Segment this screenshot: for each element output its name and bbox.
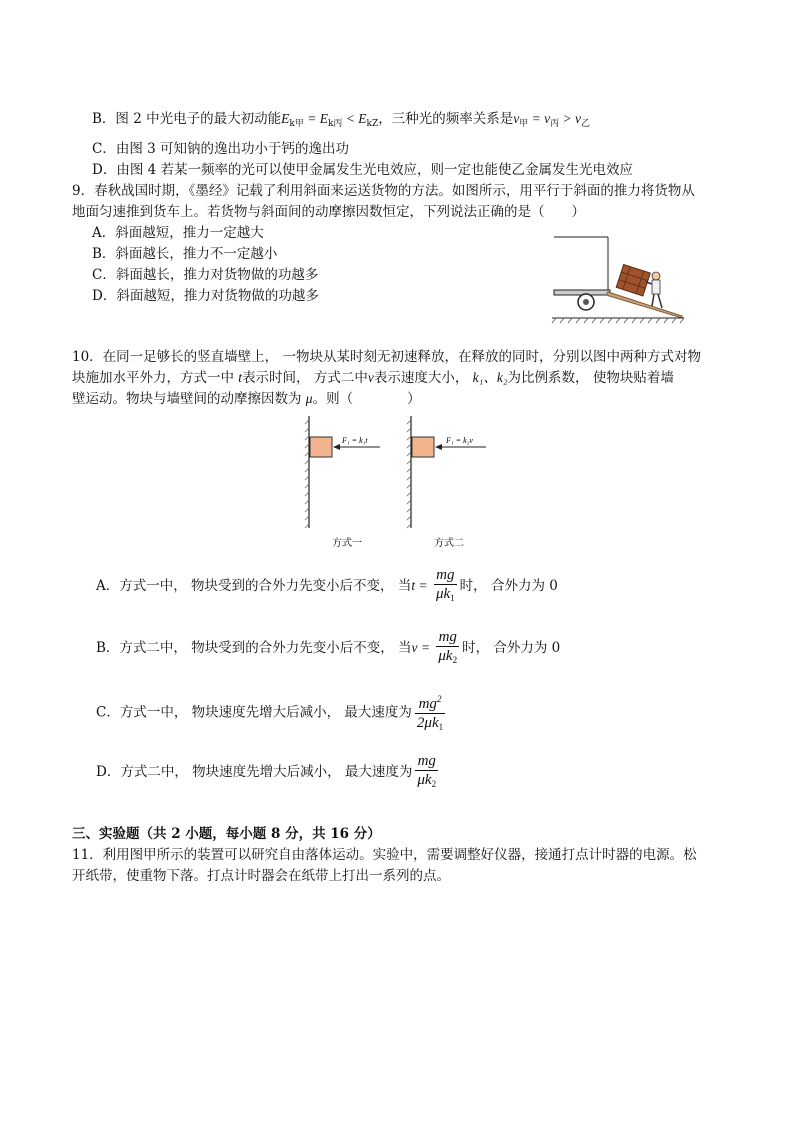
math-e: E (358, 111, 367, 126)
q8-option-b (92, 110, 590, 133)
crate (616, 264, 650, 295)
math-nu: ν (575, 111, 582, 126)
math-op: < (342, 111, 359, 126)
wall-1-hatch (305, 420, 309, 528)
math-nu: ν (513, 111, 520, 126)
q10-option-c (96, 690, 448, 736)
q10-stem-line1: 10．在同一足够长的竖直墙壁上， 一物块从某时刻无初速释放，在释放的同时，分别以图中两种方式对物 (72, 349, 701, 365)
q10-option-a-text: A．方式一中， 物块受到的合外力先变小后不变， 当 (96, 578, 412, 594)
block-1 (310, 437, 332, 457)
q8-option-c: C．由图 3 可知钠的逸出功小于钙的逸出功 (92, 141, 350, 157)
math-eq: = (415, 578, 431, 593)
math-nu: ν (544, 111, 551, 126)
fraction-denominator: $2\mu k_1$ (416, 715, 444, 732)
q8-option-b-text: B．图 2 中光电子的最大初动能 (92, 111, 282, 127)
ground-hatch (552, 318, 684, 323)
math-v: v (367, 370, 374, 385)
fraction (436, 628, 459, 669)
fraction-denominator: $\mu k_2$ (417, 772, 437, 789)
q9-stem-line2: 地面匀速推到货车上。若货物与斜面间的动摩擦因数恒定，下列说法正确的是（ ） (72, 204, 585, 220)
math-var: v (411, 640, 418, 655)
q10-text: 为比例系数， 使物块贴着墙 (507, 370, 674, 386)
q11-line2: 开纸带，使重物下落。打点计时器会在纸带上打出一系列的点。 (72, 868, 450, 884)
q10-text: 。则（ ） (312, 391, 421, 407)
figure-label-1: 方式一 (332, 538, 362, 549)
ramp (606, 292, 682, 318)
fraction-numerator: mg (415, 752, 438, 771)
math-eq: = (417, 640, 434, 655)
q10-option-b-post: 时， 合外力为 0 (462, 640, 561, 656)
fraction-numerator: mg (436, 628, 459, 647)
math-op: = (303, 111, 320, 126)
math-sub: kZ (366, 119, 379, 129)
q9-option-c: C．斜面越长，推力对货物做的功越多 (92, 267, 319, 283)
q8-option-d: D．由图 4 若某一频率的光可以使甲金属发生光电效应，则一定也能使乙金属发生光电效应 (92, 162, 633, 178)
fraction-numerator: mg (434, 566, 457, 585)
section-heading-experiment: 三、实验题（共 2 小题，每小题 8 分，共 16 分） (72, 826, 381, 842)
math-op: = (528, 111, 545, 126)
force-arrowhead-2 (435, 444, 442, 450)
q9-ramp-figure (548, 232, 688, 324)
q10-stem-line3 (72, 390, 421, 408)
math-op: > (559, 111, 576, 126)
math-var: t (411, 578, 416, 593)
q10-option-d-text: D．方式二中， 物块速度先增大后减小， 最大速度为 (96, 764, 413, 780)
truck-wheel-hub (583, 299, 589, 305)
force-arrowhead-1 (333, 444, 340, 450)
q10-option-a-post: 时， 合外力为 0 (459, 578, 558, 594)
math-sub: k丙 (327, 119, 343, 129)
wall-2-hatch (407, 420, 411, 528)
q9-option-a: A．斜面越短，推力一定越大 (92, 225, 264, 241)
q9-option-b: B．斜面越长，推力不一定越小 (92, 246, 278, 262)
fraction (434, 566, 457, 607)
fraction (415, 690, 445, 736)
q10-option-a (96, 566, 558, 607)
q10-text: 块施加水平外力，方式一中 (72, 370, 234, 386)
q10-option-b (96, 628, 560, 669)
q10-option-b-text: B．方式二中， 物块受到的合外力先变小后不变， 当 (96, 640, 412, 656)
math-sub: 甲 (519, 119, 529, 129)
q10-text: 表示时间， 方式二中 (242, 370, 368, 386)
q10-figure (296, 410, 506, 555)
math-t: t (238, 370, 243, 385)
fraction-denominator: $\mu k_2$ (438, 648, 458, 665)
q8-option-b-mid: ，三种光的频率关系是 (378, 111, 514, 127)
math-sub: 乙 (581, 119, 591, 129)
force-label-1: F₁ = k₁t (342, 436, 368, 445)
math-k: k₁、k₂ (472, 370, 508, 385)
block-2 (412, 437, 434, 457)
math-e: E (319, 111, 328, 126)
math-sub: 丙 (550, 119, 560, 129)
q10-text: 表示速度大小， (373, 370, 469, 386)
q10-option-c-text: C．方式一中， 物块速度先增大后减小， 最大速度为 (96, 704, 412, 721)
force-label-2: F₁ = k₂v (446, 436, 473, 445)
fraction-denominator: $\mu k_1$ (435, 586, 455, 603)
fraction (415, 752, 438, 793)
q10-option-d (96, 752, 441, 793)
figure-label-2: 方式二 (434, 538, 464, 549)
q11-line1: 11．利用图甲所示的装置可以研究自由落体运动。实验中，需要调整好仪器，接通打点计时器的电源。松 (72, 847, 697, 863)
math-mu: μ (305, 391, 313, 406)
q9-option-d: D．斜面越短，推力对货物做的功越多 (92, 288, 319, 304)
fraction-numerator: $mg^2$ (415, 690, 445, 714)
q9-stem-line1: 9．春秋战国时期，《墨经》记载了利用斜面来运送货物的方法。如图所示，用平行于斜面的推力将货物从 (72, 183, 695, 199)
q10-stem-line2 (72, 369, 674, 387)
math-sub: k甲 (289, 119, 304, 129)
math-e: E (281, 111, 290, 126)
q10-text: 壁运动。物块与墙壁间的动摩擦因数为 (72, 391, 302, 407)
